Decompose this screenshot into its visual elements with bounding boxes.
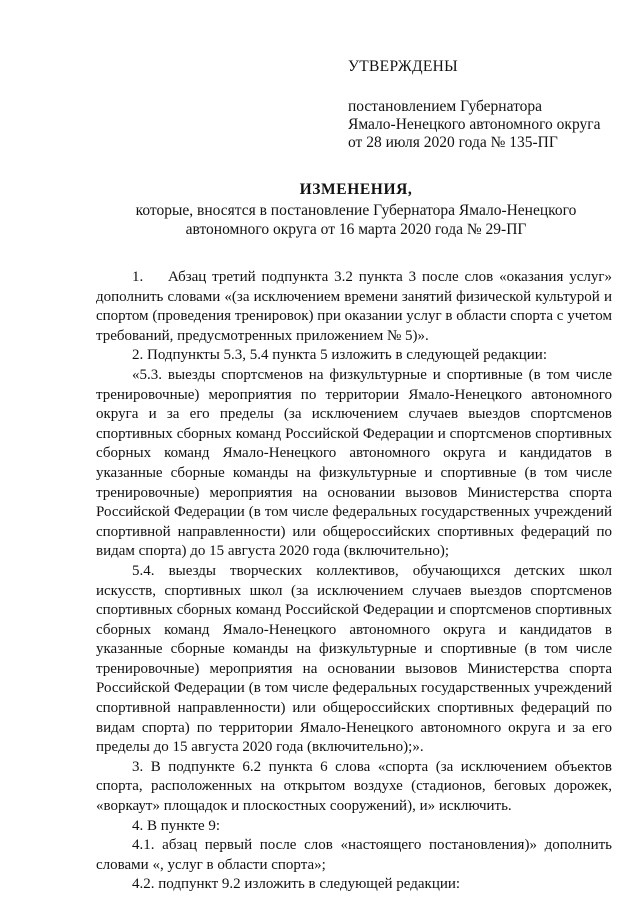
paragraph-3: «5.3. выезды спортсменов на физкультурные и спортивные (в том числе тренировочные) мероприятия по территории Ямало-Ненецкого автономного округа и за его пределы (за исключением случаев выездов спортсменов спортивных сборных команд Российской Федерации и спортсменов спортивных сборных команд Ямало-Ненецкого автономного округа и кандидатов в указанные сборные команды на физкультурные и спортивные (в том числе тренировочные) мероприятия на основании вызовов Министерства спорта Российской Федерации (в том числе федеральных государственных учреждений спортивной направленности) или общероссийских спортивных федераций по видам спорта) до 15 августа 2020 года (включительно); (96, 366, 612, 560)
paragraph-7: 4.1. абзац первый после слов «настоящего постановления)» дополнить словами «, услуг в области спорта»; (96, 837, 612, 873)
approved-label: УТВЕРЖДЕНЫ (348, 58, 458, 75)
title-subtitle-line-1: которые, вносятся в постановление Губернатора Ямало-Ненецкого (135, 202, 577, 219)
paragraph-5: 3. В подпункте 6.2 пункта 6 слова «спорта (за исключением объектов спорта, расположенных на открытом воздухе (стадионов, беговых дорожек, «воркаут» площадок и плоскостных сооружений), и» исключить. (96, 758, 612, 815)
document-title (96, 180, 616, 239)
paragraph-8: 4.2. подпункт 9.2 изложить в следующей редакции: (132, 876, 461, 893)
approval-line-1: постановлением Губернатора (348, 98, 543, 115)
approval-line-3: от 28 июля 2020 года № 135-ПГ (348, 134, 558, 151)
approval-line-2: Ямало-Ненецкого автономного округа (348, 116, 601, 133)
title-subtitle-line-2: автономного округа от 16 марта 2020 года № 29-ПГ (185, 221, 527, 238)
paragraph-1 (96, 268, 612, 346)
paragraph-2: 2. Подпункты 5.3, 5.4 пункта 5 изложить в следующей редакции: (132, 347, 547, 364)
approval-block (348, 58, 628, 152)
paragraph-1-text: Абзац третий подпункта 3.2 пункта 3 после слов «оказания услуг» дополнить словами «(за исключением времени занятий физической культурой и спортом (проведения тренировок) при оказании услуг в области спорта с учетом требований, предусмотренных приложением № 5)». (96, 269, 612, 344)
title-heading: ИЗМЕНЕНИЯ, (299, 181, 413, 198)
document-body (96, 268, 612, 895)
paragraph-1-number: 1. (132, 269, 144, 285)
paragraph-6: 4. В пункте 9: (132, 817, 221, 834)
paragraph-4: 5.4. выезды творческих коллективов, обучающихся детских школ искусств, спортивных школ (за исключением случаев выездов спортсменов спортивных сборных команд Российской Федерации и спортсменов спортивных сборных команд Ямало-Ненецкого автономного округа и кандидатов в указанные сборные команды на физкультурные и спортивные (в том числе тренировочные) мероприятия на основании вызовов Министерства спорта Российской Федерации (в том числе федеральных государственных учреждений спортивной направленности) или общероссийских спортивных федераций по видам спорта) по территории Ямало-Ненецкого автономного округа и за его пределы до 15 августа 2020 года (включительно);». (96, 562, 612, 756)
